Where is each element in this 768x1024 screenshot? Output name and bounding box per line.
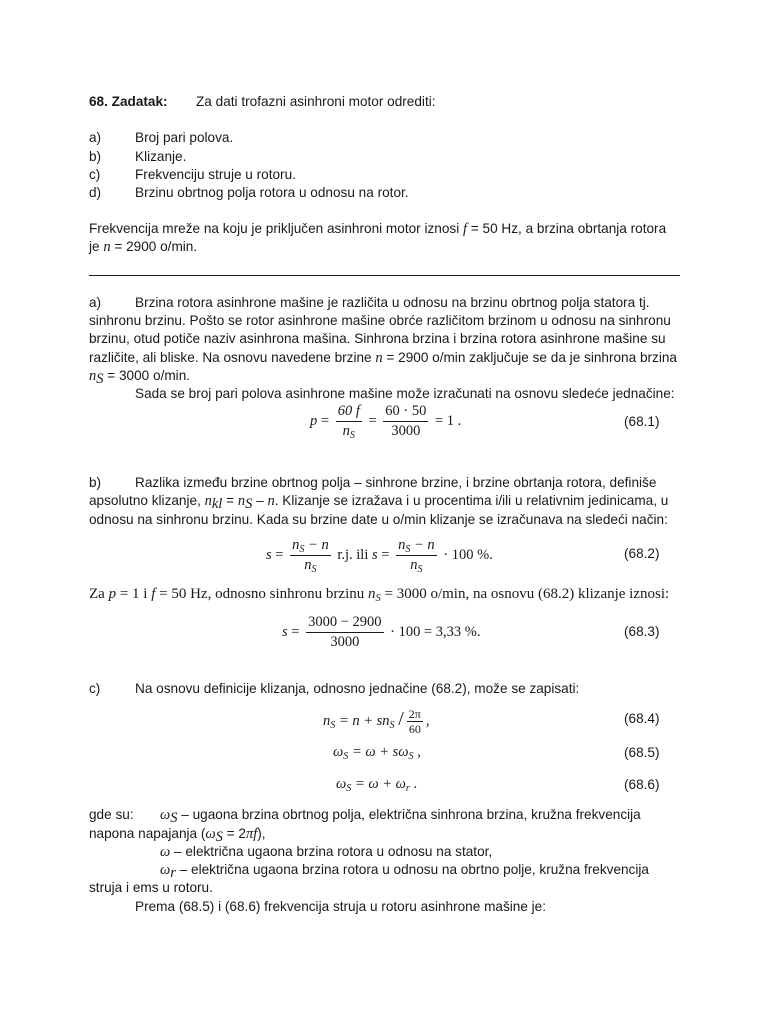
definition-line: $\omega_r$ – električna ugaona brzina rotora u odnosu na obrtno polje, kružna frekvencija [160,862,649,881]
equation-68-4: $n_S = n + sn_S$ / $\frac{2\pi}{60}$ , [323,707,430,736]
equation-68-5: $\omega_S = \omega + s\omega_S$ , [333,744,421,762]
part-a-line: različite, ali bliske. Na osnovu navedene brzine n = 2900 o/min zaključuje se da je sinhrona brzina [89,350,677,366]
definitions-label: gde su: [89,807,134,822]
equation-number: (68.6) [624,777,660,792]
part-b-line: Razlika između brzine obrtnog polja – sinhrone brzine, i brzine obrtanja rotora, definiše [135,475,657,490]
problem-number: 68. Zadatak: [89,94,168,109]
equation-68-6: $\omega_S = \omega + \omega_r$ . [336,776,418,794]
part-b-line: Za p = 1 i f = 50 Hz, odnosno sinhronu brzinu $n_S = 3000$ o/min, na osnovu (68.2) klizanje iznosi: [89,586,670,604]
definition-line: napona napajanja $(\omega_S = 2\pi f)$, [89,826,266,845]
equation-68-2: s = $\frac{n_S - n}{n_S}$ r.j. ili s = $\frac{n_S - n}{n_S}$ · 100 %. [266,537,493,575]
equation-68-1: p = $\frac{60 f}{n_S}$ = $\frac{60 \cdot 50}{3000}$ = 1 . [310,403,462,441]
equation-number: (68.2) [624,546,660,561]
definition-line: $\omega_S$ – ugaona brzina obrtnog polja, električna sinhrona brzina, kružna frekvencija [160,807,641,826]
part-a-line: $n_S = 3000$ o/min. [89,368,191,387]
problem-intro: Za dati trofazni asinhroni motor odrediti: [196,94,436,109]
part-a-line: brzinu, otud potiče naziv asinhrona mašina. Sinhrona brzina i brzina rotora asinhrone mašine su [89,331,666,346]
part-a-line: Sada se broj pari polova asinhrone mašine može izračunati na osnovu sledeće jednačine: [135,386,675,401]
part-a-line: sinhronu brzinu. Pošto se rotor asinhrone mašine obrće različitom brzinom u odnosu na sinhronu [89,313,671,328]
equation-number: (68.5) [624,745,660,760]
task-letter: b) [89,149,102,164]
separator-rule [89,275,680,276]
task-letter: d) [89,185,102,200]
task-text: Brzinu obrtnog polja rotora u odnosu na rotor. [135,185,409,200]
definition-line: struja i ems u rotoru. [89,880,213,895]
part-a-letter: a) [89,295,102,310]
task-letter: a) [89,130,102,145]
part-b-line: odnosu na sinhronu brzinu. Kada su brzine date u o/min klizanje se izračunava na sledeći način: [89,512,668,527]
part-c-line: Na osnovu definicije klizanja, odnosno jednačine (68.2), može se zapisati: [135,681,580,696]
part-a-line: Brzina rotora asinhrone mašine je različita u odnosu na brzinu obrtnog polja statora tj. [135,295,650,310]
given-line-2: je n = 2900 o/min. [89,239,198,255]
definition-line: ω – električna ugaona brzina rotora u odnosu na stator, [160,844,493,860]
equation-number: (68.1) [624,414,660,429]
closing-line: Prema (68.5) i (68.6) frekvencija struja u rotoru asinhrone mašine je: [135,899,547,914]
given-line-1: Frekvencija mreže na koju je priključen asinhroni motor iznosi f = 50 Hz, a brzina obrtanja rotora [89,221,667,237]
equation-number: (68.3) [624,624,660,639]
task-text: Broj pari polova. [135,130,234,145]
part-b-letter: b) [89,475,102,490]
task-text: Klizanje. [135,149,187,164]
part-b-line: apsolutno klizanje, $n_{kl} = n_S - n$. Klizanje se izražava i u procentima i/ili u relativnim jedinicama, u [89,493,669,512]
equation-68-3: s = $\frac{3000 - 2900}{3000}$ · 100 = 3,33 %. [282,614,481,650]
equation-number: (68.4) [624,711,660,726]
task-text: Frekvenciju struje u rotoru. [135,167,296,182]
task-letter: c) [89,167,101,182]
part-c-letter: c) [89,681,101,696]
